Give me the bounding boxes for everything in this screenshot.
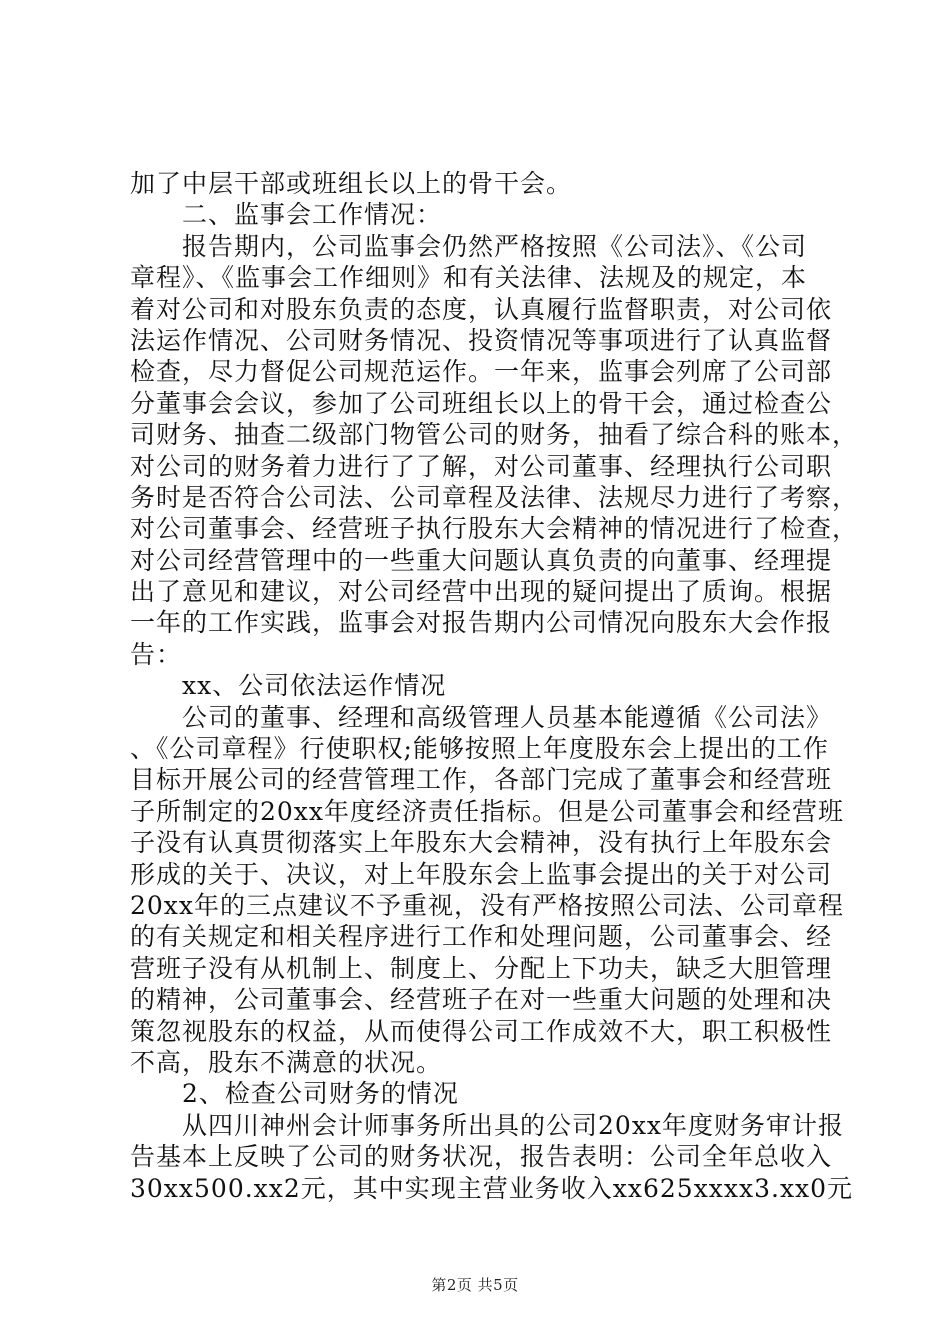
text-line: 策忽视股东的权益，从而使得公司工作成效不大，职工积极性 [130, 1016, 833, 1046]
text-line: 20xx年的三点建议不予重视，没有严格按照公司法、公司章程 [130, 890, 845, 920]
text-line: 的有关规定和相关程序进行工作和处理问题，公司董事会、经 [130, 922, 833, 952]
text-line: 对公司董事会、经营班子执行股东大会精神的情况进行了检查， [130, 514, 859, 544]
text-line: 子没有认真贯彻落实上年股东大会精神，没有执行上年股东会 [130, 828, 833, 858]
section-heading: xx、公司依法运作情况 [130, 671, 447, 701]
text-line: 公司的董事、经理和高级管理人员基本能遵循《公司法》 [130, 702, 833, 732]
text-line: 一年的工作实践，监事会对报告期内公司情况向股东大会作报 [130, 608, 833, 638]
text-line: 不高，股东不满意的状况。 [130, 1047, 443, 1077]
text-line: 检查，尽力督促公司规范运作。一年来，监事会列席了公司部 [130, 357, 833, 387]
text-line: 30xx500.xx2元，其中实现主营业务收入xx625xxxx3.xx0元 [130, 1173, 854, 1203]
text-line: 法运作情况、公司财务情况、投资情况等事项进行了认真监督 [130, 325, 833, 355]
text-line: 从四川神州会计师事务所出具的公司20xx年度财务审计报 [130, 1110, 845, 1140]
page-number: 第2页 共5页 [431, 1276, 519, 1294]
text-line: 出了意见和建议，对公司经营中出现的疑问提出了质询。根据 [130, 577, 833, 607]
text-line: 司财务、抽查二级部门物管公司的财务，抽看了综合科的账本， [130, 420, 859, 450]
text-line: 告： [130, 639, 183, 669]
page-footer [0, 1274, 950, 1295]
text-line: 章程》、《监事会工作细则》和有关法律、法规及的规定，本 [130, 263, 808, 293]
section-heading: 二、监事会工作情况： [130, 200, 443, 230]
text-line: 报告期内，公司监事会仍然严格按照《公司法》、《公司 [130, 231, 808, 261]
text-line: 务时是否符合公司法、公司章程及法律、法规尽力进行了考察， [130, 482, 859, 512]
text-line: 形成的关于、决议，对上年股东会上监事会提出的关于对公司 [130, 859, 833, 889]
text-line: 目标开展公司的经营管理工作，各部门完成了董事会和经营班 [130, 765, 833, 795]
text-line: 加了中层干部或班组长以上的骨干会。 [130, 169, 573, 198]
section-heading: 2、检查公司财务的情况 [130, 1079, 459, 1109]
text-line: 告基本上反映了公司的财务状况，报告表明：公司全年总收入 [130, 1142, 833, 1172]
text-line: 子所制定的20xx年度经济责任指标。但是公司董事会和经营班 [130, 796, 845, 826]
text-line: 分董事会会议，参加了公司班组长以上的骨干会，通过检查公 [130, 388, 833, 418]
text-line: 的精神，公司董事会、经营班子在对一些重大问题的处理和决 [130, 985, 833, 1015]
text-line: 营班子没有从机制上、制度上、分配上下功夫，缺乏大胆管理 [130, 953, 833, 983]
text-line: 对公司经营管理中的一些重大问题认真负责的向董事、经理提 [130, 545, 833, 575]
text-line: 对公司的财务着力进行了了解，对公司董事、经理执行公司职 [130, 451, 833, 481]
text-line: 、《公司章程》行使职权;能够按照上年度股东会上提出的工作 [130, 734, 829, 764]
document-body [130, 168, 859, 1204]
text-line: 着对公司和对股东负责的态度，认真履行监督职责，对公司依 [130, 294, 833, 324]
